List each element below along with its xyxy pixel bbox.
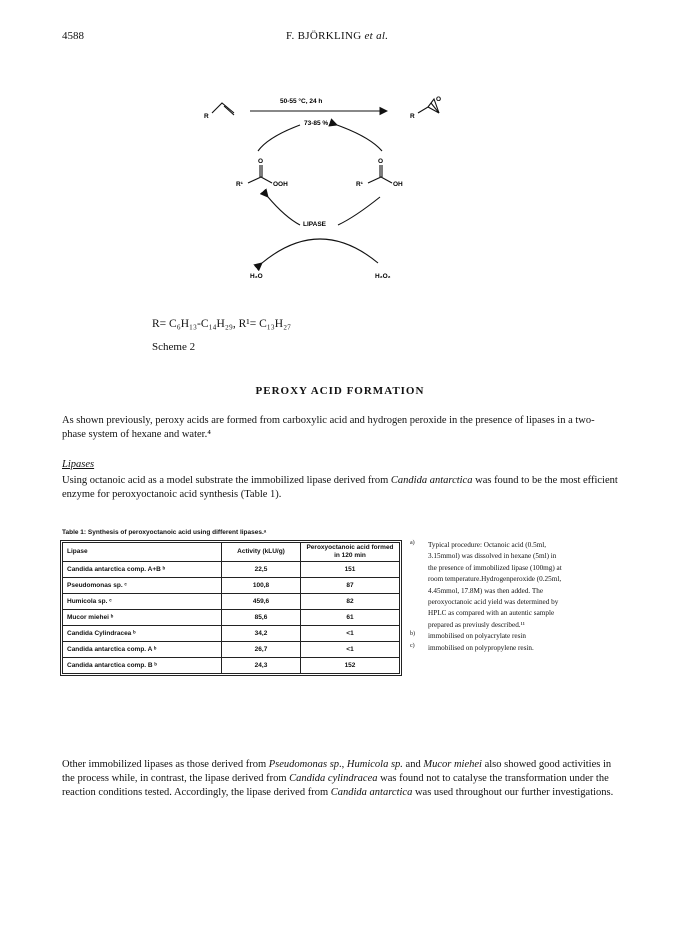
cell-lipase: Pseudomonas sp. ᶜ [63,578,222,594]
acid-group-label: OH [393,181,403,188]
footnote-a-line: peroxyoctanoic acid yield was determined by [428,598,559,607]
reactant-r-label: R [204,113,209,120]
footnote-b-text: immobilised on polyacrylate resin [428,632,527,641]
table-footnotes [410,540,620,654]
cell-lipase: Mucor miehei ᵇ [63,610,222,626]
footnote-c [410,643,620,654]
peracid-group-label: OOH [273,181,288,188]
water-label: H₂O [250,273,263,280]
final-text-1: Other immobilized lipases as those derived from [62,759,269,770]
lipases-paragraph [62,474,618,502]
footnote-c-mark: c) [410,642,415,649]
cell-activity: 26,7 [222,642,301,658]
lipase-left-arc [268,197,300,225]
product-r-label: R [410,113,415,120]
cell-activity: 459,6 [222,594,301,610]
lipase-table [62,542,400,674]
cell-peroxy-acid: 82 [301,594,400,610]
peracid-o-label: O [258,158,264,165]
footnote-b-mark: b) [410,631,415,638]
footnote-a-line: the presence of immobilized lipase (100mg) at [428,563,562,572]
cell-peroxy-acid: <1 [301,626,400,642]
section-title: PEROXY ACID FORMATION [255,385,425,397]
footnote-a-line: Typical procedure: Octanoic acid (0.5ml, [428,541,547,549]
scheme-label: Scheme 2 [152,341,196,353]
final-organism-5: Candida antarctica [330,787,413,798]
cell-peroxy-acid: 61 [301,610,400,626]
footnote-a-line: HPLC as compared with an autentic sample [428,609,555,618]
peracid-structure [248,165,272,183]
lipases-organism: Candida antarctica [390,475,473,486]
table-row [63,658,400,674]
footnote-a-line: 3.15mmol) was dissolved in hexane (5ml) in [428,552,557,561]
cell-peroxy-acid: 87 [301,578,400,594]
yield-label: 73-85 % [304,120,329,127]
acid-o-label: O [378,158,384,165]
table-row [63,578,400,594]
lipase-label: LIPASE [303,221,326,228]
epoxide-oxygen-label: O [436,96,442,103]
running-head [286,30,388,42]
table-row [63,626,400,642]
water-peroxide-arc [262,239,378,263]
table-title: Table 1: Synthesis of peroxyoctanoic acid using different lipases.ᵃ [62,529,267,536]
intro-paragraph: As shown previously, peroxy acids are formed from carboxylic acid and hydrogen peroxide in the presence of lipases in a two-phase system of hexane and water.⁴ [62,415,595,440]
lipases-text-after: was found to be the most efficient enzyme for peroxyoctanoic acid synthesis (Table 1). [62,475,618,500]
header-activity: Activity (kLU/g) [222,543,301,562]
footnote-a-line: room temperature.Hydrogenperoxide (0.25ml, [428,575,562,584]
final-text-6: was used throughout our further investigations. [412,787,614,798]
acid-structure [368,165,392,183]
header-peroxy-acid: Peroxyoctanoic acid formed in 120 min [301,543,400,562]
final-organism-3: Mucor miehei [423,759,482,770]
subsection-title: Lipases [62,459,95,470]
table-row [63,610,400,626]
final-paragraph [62,758,618,800]
running-head-authors: F. BJÖRKLING [286,30,362,42]
cell-peroxy-acid: <1 [301,642,400,658]
page-number: 4588 [62,30,84,42]
cell-lipase: Candida antarctica comp. A ᵇ [63,642,222,658]
table-row [63,594,400,610]
lipase-right-arc [338,197,380,225]
cell-lipase: Candida Cylindracea ᵇ [63,626,222,642]
footnote-a-line: 4.45mmol, 17.8M) was then added. The [428,586,544,595]
cell-peroxy-acid: 152 [301,658,400,674]
lipases-text-before: Using octanoic acid as a model substrate the immobilized lipase derived from [62,475,391,486]
final-text-2: ., [339,759,347,770]
table-row [63,642,400,658]
header-lipase: Lipase [63,543,222,562]
running-head-etal: et al. [361,30,389,42]
alkene-structure [212,103,234,115]
final-organism-4: Candida cylindracea [289,773,378,784]
cell-activity: 85,6 [222,610,301,626]
final-text-3: and [402,759,424,770]
footnote-a-mark: a) [410,540,415,546]
upper-left-arc [258,125,300,151]
final-text-4: also showed good activities in the process while, in contrast, the lipase derived from [62,759,612,784]
r-group-definitions: R= C₆H₁₃-C₁₄H₂₉, R¹= C₁₃H₂₇ [152,318,292,330]
cell-activity: 100,8 [222,578,301,594]
final-organism-2: Humicola sp. [346,759,403,770]
cell-activity: 22,5 [222,562,301,578]
footnote-c-text: immobilised on polypropylene resin. [428,643,534,652]
final-organism-1: Pseudomonas sp [268,759,340,770]
condition-label: 50-55 °C, 24 h [280,98,323,105]
cell-lipase: Candida antarctica comp. B ᵇ [63,658,222,674]
peracid-r1-label: R¹ [236,181,243,188]
cell-activity: 24,3 [222,658,301,674]
footnote-a-line: prepared as previusly described.¹¹ [428,620,525,629]
cell-lipase: Candida antarctica comp. A+B ᵇ [63,562,222,578]
footnote-a [410,540,620,631]
upper-right-arc [337,125,382,151]
peroxide-label: H₂O₂ [375,273,391,280]
table-header-row [63,543,400,562]
cell-activity: 34,2 [222,626,301,642]
cell-lipase: Humicola sp. ᶜ [63,594,222,610]
reaction-scheme [150,85,490,295]
footnote-b [410,631,620,642]
final-text-5: was found not to catalyse the transformation under the reaction conditions tested. Accordingly, the lipase derived from [62,773,609,798]
acid-r1-label: R¹ [356,181,363,188]
cell-peroxy-acid: 151 [301,562,400,578]
table-row [63,562,400,578]
